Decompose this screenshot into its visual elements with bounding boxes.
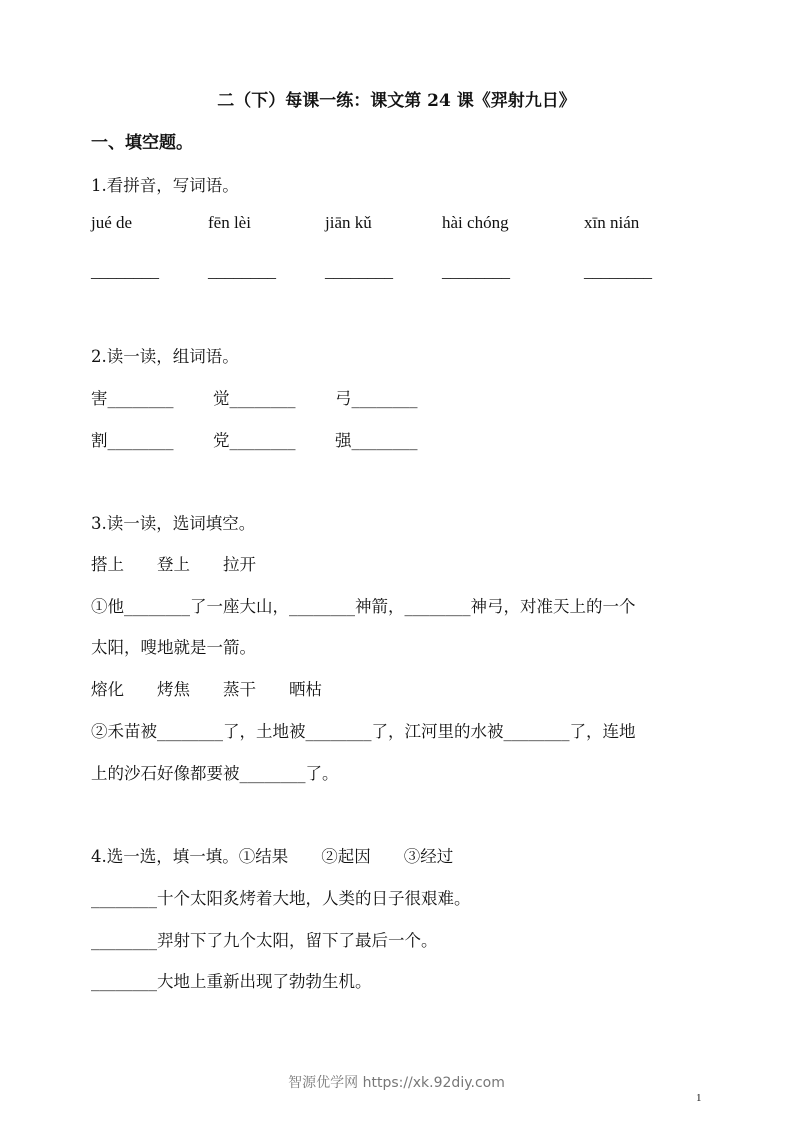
order-line-3: ________大地上重新出现了勃勃生机。 (91, 972, 372, 991)
page-title: 二（下）每课一练：课文第 24 课《羿射九日》 (217, 91, 576, 111)
question-3-prompt: 3.读一读，选词填空。 (91, 514, 256, 533)
word-option-shaiku: 晒枯 (289, 680, 322, 699)
word-group-hai[interactable]: 害________ (91, 389, 174, 408)
order-line-1: ________十个太阳炙烤着大地，人类的日子很艰难。 (91, 889, 471, 908)
footer-watermark: 智源优学网 https://xk.92diy.com (288, 1075, 505, 1091)
question-1-prompt: 1.看拼音，写词语。 (91, 176, 239, 195)
sentence-2-line-1: ②禾苗被________了，土地被________了，江河里的水被________了，连地 (91, 722, 636, 741)
word-option-zhenggan: 蒸干 (223, 680, 256, 699)
word-option-lakai: 拉开 (223, 555, 256, 574)
word-option-ronghua: 熔化 (91, 680, 124, 699)
sentence-1-line-2: 太阳，嗖地就是一箭。 (91, 638, 256, 657)
answer-blank-3[interactable]: ________ (325, 262, 393, 281)
word-group-gong[interactable]: 弓________ (335, 389, 418, 408)
pinyin-4: hài chóng (442, 213, 509, 232)
word-option-dengshang: 登上 (157, 555, 190, 574)
order-line-2: ________羿射下了九个太阳，留下了最后一个。 (91, 931, 438, 950)
pinyin-2: fēn lèi (208, 213, 251, 232)
pinyin-5: xīn nián (584, 213, 640, 232)
answer-blank-1[interactable]: ________ (91, 262, 159, 281)
pinyin-3: jiān kǔ (325, 213, 372, 232)
question-2-prompt: 2.读一读，组词语。 (91, 347, 239, 366)
page-number: 1 (696, 1092, 702, 1104)
word-option-kaojiao: 烤焦 (157, 680, 190, 699)
sentence-2-line-2: 上的沙石好像都要被________了。 (91, 764, 339, 783)
word-option-dashang: 搭上 (91, 555, 124, 574)
answer-blank-4[interactable]: ________ (442, 262, 510, 281)
answer-blank-2[interactable]: ________ (208, 262, 276, 281)
question-4-prompt: 4.选一选，填一填。①结果 ②起因 ③经过 (91, 847, 454, 866)
word-group-qiang[interactable]: 强________ (335, 431, 418, 450)
pinyin-1: jué de (91, 213, 133, 232)
sentence-1-line-1: ①他________了一座大山，________神箭，________神弓，对准天上的一个 (91, 597, 636, 616)
word-group-jue[interactable]: 觉________ (213, 389, 296, 408)
word-group-dang[interactable]: 党________ (213, 431, 296, 450)
section-heading-fill-blanks: 一、填空题。 (91, 133, 193, 153)
word-group-ge[interactable]: 割________ (91, 431, 174, 450)
answer-blank-5[interactable]: ________ (584, 262, 652, 281)
